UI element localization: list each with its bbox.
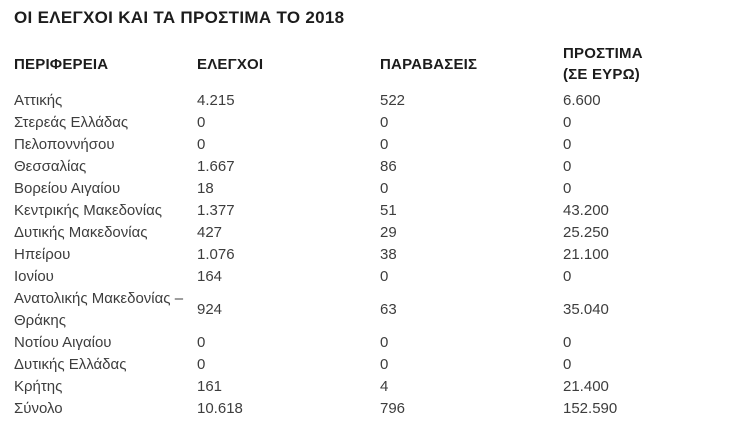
cell-violations: 63	[380, 301, 397, 318]
cell-fines: 0	[563, 334, 572, 351]
cell-region: Αττικής	[14, 92, 63, 109]
cell-inspections: 164	[197, 268, 223, 285]
cell-violations: 0	[380, 136, 389, 153]
cell-region: Ανατολικής Μακεδονίας – Θράκης	[14, 290, 184, 329]
cell-violations: 0	[380, 334, 389, 351]
cell-region: Κεντρικής Μακεδονίας	[14, 202, 163, 219]
table-row	[14, 244, 721, 266]
cell-fines: 21.100	[563, 246, 609, 263]
column-header-violations	[380, 43, 563, 90]
column-header-label: ΠΑΡΑΒΑΣΕΙΣ	[380, 55, 478, 73]
table-row	[14, 354, 721, 376]
cell-fines: 0	[563, 114, 572, 131]
table-row	[14, 178, 721, 200]
table-row	[14, 266, 721, 288]
column-header-sublabel: (ΣΕ ΕΥΡΩ)	[563, 66, 641, 83]
cell-inspections: 1.076	[197, 246, 235, 263]
cell-violations: 0	[380, 114, 389, 131]
cell-fines: 0	[563, 356, 572, 373]
cell-fines: 152.590	[563, 400, 618, 417]
table-row	[14, 332, 721, 354]
table-row	[14, 398, 721, 420]
cell-violations: 796	[380, 400, 406, 417]
cell-fines: 21.400	[563, 378, 609, 395]
table-body	[14, 90, 721, 420]
cell-violations: 29	[380, 224, 397, 241]
table-row	[14, 134, 721, 156]
column-header-fines	[563, 43, 721, 90]
table-header-row	[14, 43, 721, 90]
table-row	[14, 112, 721, 134]
table-row	[14, 200, 721, 222]
cell-fines: 43.200	[563, 202, 609, 219]
cell-inspections: 10.618	[197, 400, 243, 417]
table-row	[14, 376, 721, 398]
cell-region: Βορείου Αιγαίου	[14, 180, 121, 197]
column-header-label: ΠΡΟΣΤΙΜΑ	[563, 45, 643, 62]
cell-inspections: 4.215	[197, 92, 235, 109]
cell-inspections: 0	[197, 334, 206, 351]
cell-violations: 0	[380, 180, 389, 197]
table-row	[14, 90, 721, 112]
cell-inspections: 1.377	[197, 202, 235, 219]
table-row	[14, 222, 721, 244]
cell-inspections: 0	[197, 136, 206, 153]
cell-inspections: 427	[197, 224, 223, 241]
cell-fines: 35.040	[563, 301, 609, 318]
cell-inspections: 924	[197, 301, 223, 318]
cell-region: Θεσσαλίας	[14, 158, 87, 175]
cell-region: Ηπείρου	[14, 246, 71, 263]
cell-inspections: 161	[197, 378, 223, 395]
page	[14, 8, 721, 420]
cell-inspections: 1.667	[197, 158, 235, 175]
cell-violations: 0	[380, 356, 389, 373]
cell-violations: 4	[380, 378, 389, 395]
cell-inspections: 18	[197, 180, 214, 197]
cell-inspections: 0	[197, 114, 206, 131]
cell-fines: 0	[563, 136, 572, 153]
cell-fines: 25.250	[563, 224, 609, 241]
cell-region: Σύνολο	[14, 400, 63, 417]
cell-inspections: 0	[197, 356, 206, 373]
cell-region: Νοτίου Αιγαίου	[14, 334, 112, 351]
cell-region: Δυτικής Ελλάδας	[14, 356, 127, 373]
page-title: ΟΙ ΕΛΕΓΧΟΙ ΚΑΙ ΤΑ ΠΡΟΣΤΙΜΑ ΤΟ 2018	[14, 8, 345, 27]
cell-violations: 0	[380, 268, 389, 285]
table-row	[14, 288, 721, 332]
cell-violations: 38	[380, 246, 397, 263]
cell-fines: 0	[563, 268, 572, 285]
cell-region: Ιονίου	[14, 268, 54, 285]
cell-fines: 0	[563, 158, 572, 175]
cell-fines: 0	[563, 180, 572, 197]
cell-fines: 6.600	[563, 92, 601, 109]
cell-violations: 86	[380, 158, 397, 175]
column-header-label: ΕΛΕΓΧΟΙ	[197, 55, 264, 73]
cell-region: Δυτικής Μακεδονίας	[14, 224, 148, 241]
cell-region: Κρήτης	[14, 378, 63, 395]
cell-region: Στερεάς Ελλάδας	[14, 114, 129, 131]
column-header-region	[14, 43, 197, 90]
column-header-label: ΠΕΡΙΦΕΡΕΙΑ	[14, 55, 109, 73]
inspections-fines-table	[14, 43, 721, 420]
cell-region: Πελοποννήσου	[14, 136, 115, 153]
column-header-inspections	[197, 43, 380, 90]
cell-violations: 522	[380, 92, 406, 109]
cell-violations: 51	[380, 202, 397, 219]
table-row	[14, 156, 721, 178]
